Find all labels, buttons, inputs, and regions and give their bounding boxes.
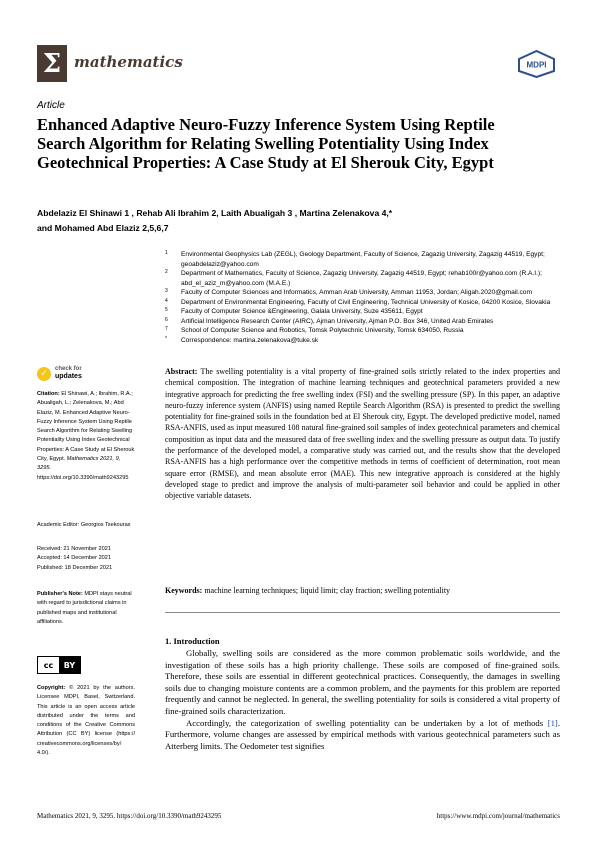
publisher-note-label: Publisher's Note: — [37, 591, 83, 597]
intro-paragraph-2: Accordingly, the categorization of swelling potentiality can be undertaken by a lot of methods [1]. Furthermore, volume changes are assessed by empirical methods with various geotechnical parameters such as Atterberg limits. The Oedometer test signifies — [165, 717, 560, 751]
affiliation-4: 4 Department of Environmental Engineering, Faculty of Civil Engineering, Technical University of Kosice, 04200 Kosice, Slovakia — [165, 297, 551, 306]
footer-citation: Mathematics 2021, 9, 3295. https://doi.org/10.3390/math9243295 — [37, 812, 222, 820]
citation-doi-link[interactable]: https://doi.org/10.3390/math9243295 — [37, 474, 129, 481]
journal-name: mathematics — [74, 53, 183, 71]
publisher-note — [37, 590, 135, 627]
keywords-label: Keywords: — [165, 586, 203, 595]
page-footer — [37, 812, 560, 820]
accepted-date: Accepted: 14 December 2021 — [37, 555, 112, 562]
abstract-text: The swelling potentiality is a vital property of fine-grained soils strictly related to the index properties and chemical composition. The integration of machine learning techniques and geotechnical parameters provided a new integrative approach for predicting the free swelling index (FSI) and the swelling pressure (SP). In this paper, an adaptive neuro-fuzzy inference system (ANFIS) using named Reptile Search Algorithm (RSA) is presented to predict the swelling potentiality for fine-grained soils in the foundation bed at El Sherouk city, Egypt. The developed predictive model, named RSA-ANFIS, used as input measured 108 natural fine-grained soil samples of index geotechnical parameters and chemical composition as input data and the measured data of free swelling index and the swelling pressure as output data. To justify the performance of the developed model, a comparative study was carried out, and the results show that the developed RSA-ANFIS has a high performance over the competitive methods in terms of coefficient of determination, root mean square error (RMSE), and mean absolute error (MAE). This new integrative approach is considered at the highly developed stage to predict and improve the analysis of multi-parameter soil behavior and could be applied in other objective variable datasets. — [165, 367, 561, 501]
dates-block — [37, 545, 135, 573]
affiliation-6: 6 Artificial Intelligence Research Center (AIRC), Ajman University, Ajman P.O. Box 346, United Arab Emirates — [165, 316, 494, 325]
citation-text: El Shinawi, A.; Ibrahim, R.A.; Abualigah, L.; Zelenakova, M.; Abd Elaziz, M. Enhanced Adaptive Neuro-Fuzzy Inference System Using Reptile Search Algorithm for Relating Swelling Potentiality Using Index Geotechnical Properties: A Case Study at El Sherouk City, Egypt. — [37, 391, 135, 463]
authors-line-2 — [37, 221, 547, 236]
journal-logo — [37, 45, 67, 82]
correspondence: * Correspondence: martina.zelenakova@tuke.sk — [165, 335, 319, 344]
mdpi-logo — [517, 50, 556, 78]
authors-line-1 — [37, 206, 547, 221]
check-updates-line-1: check for — [55, 366, 82, 372]
mdpi-logo-text: MDPI — [526, 60, 547, 70]
by-icon: BY — [59, 657, 80, 673]
check-for-updates-button[interactable] — [37, 365, 97, 385]
copyright-block — [37, 684, 135, 758]
section-divider — [165, 612, 560, 613]
cc-icon: cc — [43, 660, 54, 670]
cc-by-license-badge[interactable] — [37, 656, 81, 674]
check-updates-icon: ✓ — [37, 367, 51, 381]
intro-paragraph-1: Globally, swelling soils are considered as the more common problematic soils worldwide, and the investigation of these soils has a high priority challenge. These soils are composed of fine-grained soils. Therefore, these soils are essential in different geotechnical practices. Consequently, the damages in swelling soils due to changing moisture contents are a common problem, and the payments for this problem are reported frequently and cannot be neglected. In general, the swelling potentiality for soils is considered a vital property of fine-grained soils characterization. — [165, 648, 560, 716]
introduction-body — [165, 648, 560, 752]
affiliations — [165, 250, 565, 345]
sigma-icon: Σ — [42, 48, 62, 79]
copyright-text: © 2021 by the authors. Licensee MDPI, Basel, Switzerland. This article is an open access article distributed under the terms and conditions of the Creative Commons Attribution (CC BY) license (https:// creativecommons.org/licenses/by/ 4.0/). — [37, 685, 135, 757]
check-updates-line-2: updates — [55, 373, 82, 380]
keywords — [165, 585, 560, 596]
copyright-label: Copyright: — [37, 685, 66, 691]
citation-block — [37, 390, 135, 483]
footer-journal-link[interactable]: https://www.mdpi.com/journal/mathematics — [436, 812, 560, 820]
received-date: Received: 21 November 2021 — [37, 546, 112, 552]
citation-label: Citation: — [37, 391, 60, 397]
section-heading: 1. Introduction — [165, 636, 220, 646]
author-list — [37, 206, 547, 236]
affiliation-1: 1 Environmental Geophysics Lab (ZEGL), Geology Department, Faculty of Science, Zagazig University, Zagazig 44519, Egypt; geoabdelaziz@yahoo.com — [165, 250, 545, 268]
reference-link[interactable]: [1] — [547, 717, 558, 728]
publisher-note-text: MDPI stays neutral with regard to jurisdictional claims in published maps and institutional affiliations. — [37, 591, 132, 625]
affiliation-3: 3 Faculty of Computer Sciences and Informatics, Amman Arab University, Amman 11953, Jordan; Aligah.2020@gmail.com — [165, 288, 532, 296]
authors-line-1-text: Abdelaziz El Shinawi 1 , Rehab Ali Ibrahim 2, Laith Abualigah 3 , Martina Zelenakova 4,* — [37, 208, 393, 218]
authors-line-2-text: and Mohamed Abd Elaziz 2,5,6,7 — [37, 223, 169, 233]
affiliation-2: 2 Department of Mathematics, Faculty of Science, Zagazig University, Zagazig 44519, Egypt; rehab100r@yahoo.com (R.A.I.); abd_el_aziz_m@yahoo.com (M.A.E.) — [165, 269, 542, 287]
affiliation-7: 7 School of Computer Science and Robotics, Tomsk Polytechnic University, Tomsk 634050, Russia — [165, 326, 464, 334]
abstract-label: Abstract: — [165, 367, 198, 376]
citation-journal-ref: Mathematics 2021, 9, 3295. — [37, 456, 121, 472]
academic-editor: Academic Editor: Georgios Tsekouras — [37, 522, 131, 528]
affiliation-5: 5 Faculty of Computer Science &Engineering, Galala University, Suze 435611, Egypt — [165, 307, 423, 315]
paper-title: Enhanced Adaptive Neuro-Fuzzy Inference System Using Reptile Search Algorithm for Relating Swelling Potentiality Using Index Geotechnical Properties: A Case Study at El Sherouk City, Egypt — [37, 115, 495, 172]
abstract — [165, 366, 560, 502]
published-date: Published: 18 December 2021 — [37, 564, 113, 571]
keywords-text: machine learning techniques; liquid limit; clay fraction; swelling potentiality — [204, 586, 451, 595]
article-type: Article — [37, 100, 65, 111]
